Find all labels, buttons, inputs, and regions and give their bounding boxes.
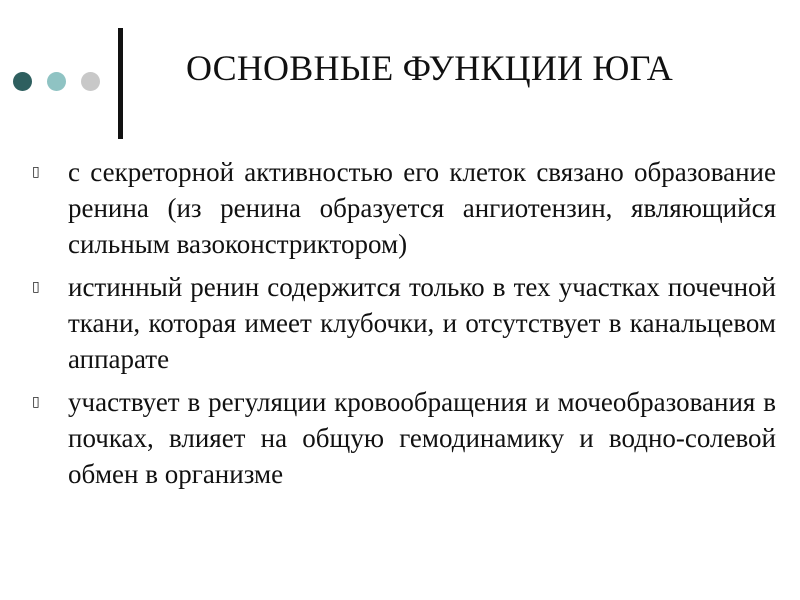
bullet-text: с секреторной активностью его клеток связано образование ренина (из ренина образуется ангиотензин, являющийся сильным вазоконстриктором) [68,157,776,259]
title-divider [118,28,123,139]
list-item [30,384,776,492]
decor-dot-gray [81,72,100,91]
decor-dot-light [47,72,66,91]
open-square-bullet-icon: ▯ [32,279,40,295]
slide-title: ОСНОВНЫЕ ФУНКЦИИ ЮГА [186,48,673,88]
list-item [30,269,776,377]
bullet-text: истинный ренин содержится только в тех участках почечной ткани, которая имеет клубочки, и отсутствует в канальцевом аппарате [68,272,776,374]
bullet-list [30,154,776,499]
bullet-text: участвует в регуляции кровообращения и мочеобразования в почках, влияет на общую гемодинамику и водно-солевой обмен в организме [68,387,776,489]
open-square-bullet-icon: ▯ [32,164,40,180]
decor-dot-dark [13,72,32,91]
open-square-bullet-icon: ▯ [32,394,40,410]
list-item [30,154,776,262]
